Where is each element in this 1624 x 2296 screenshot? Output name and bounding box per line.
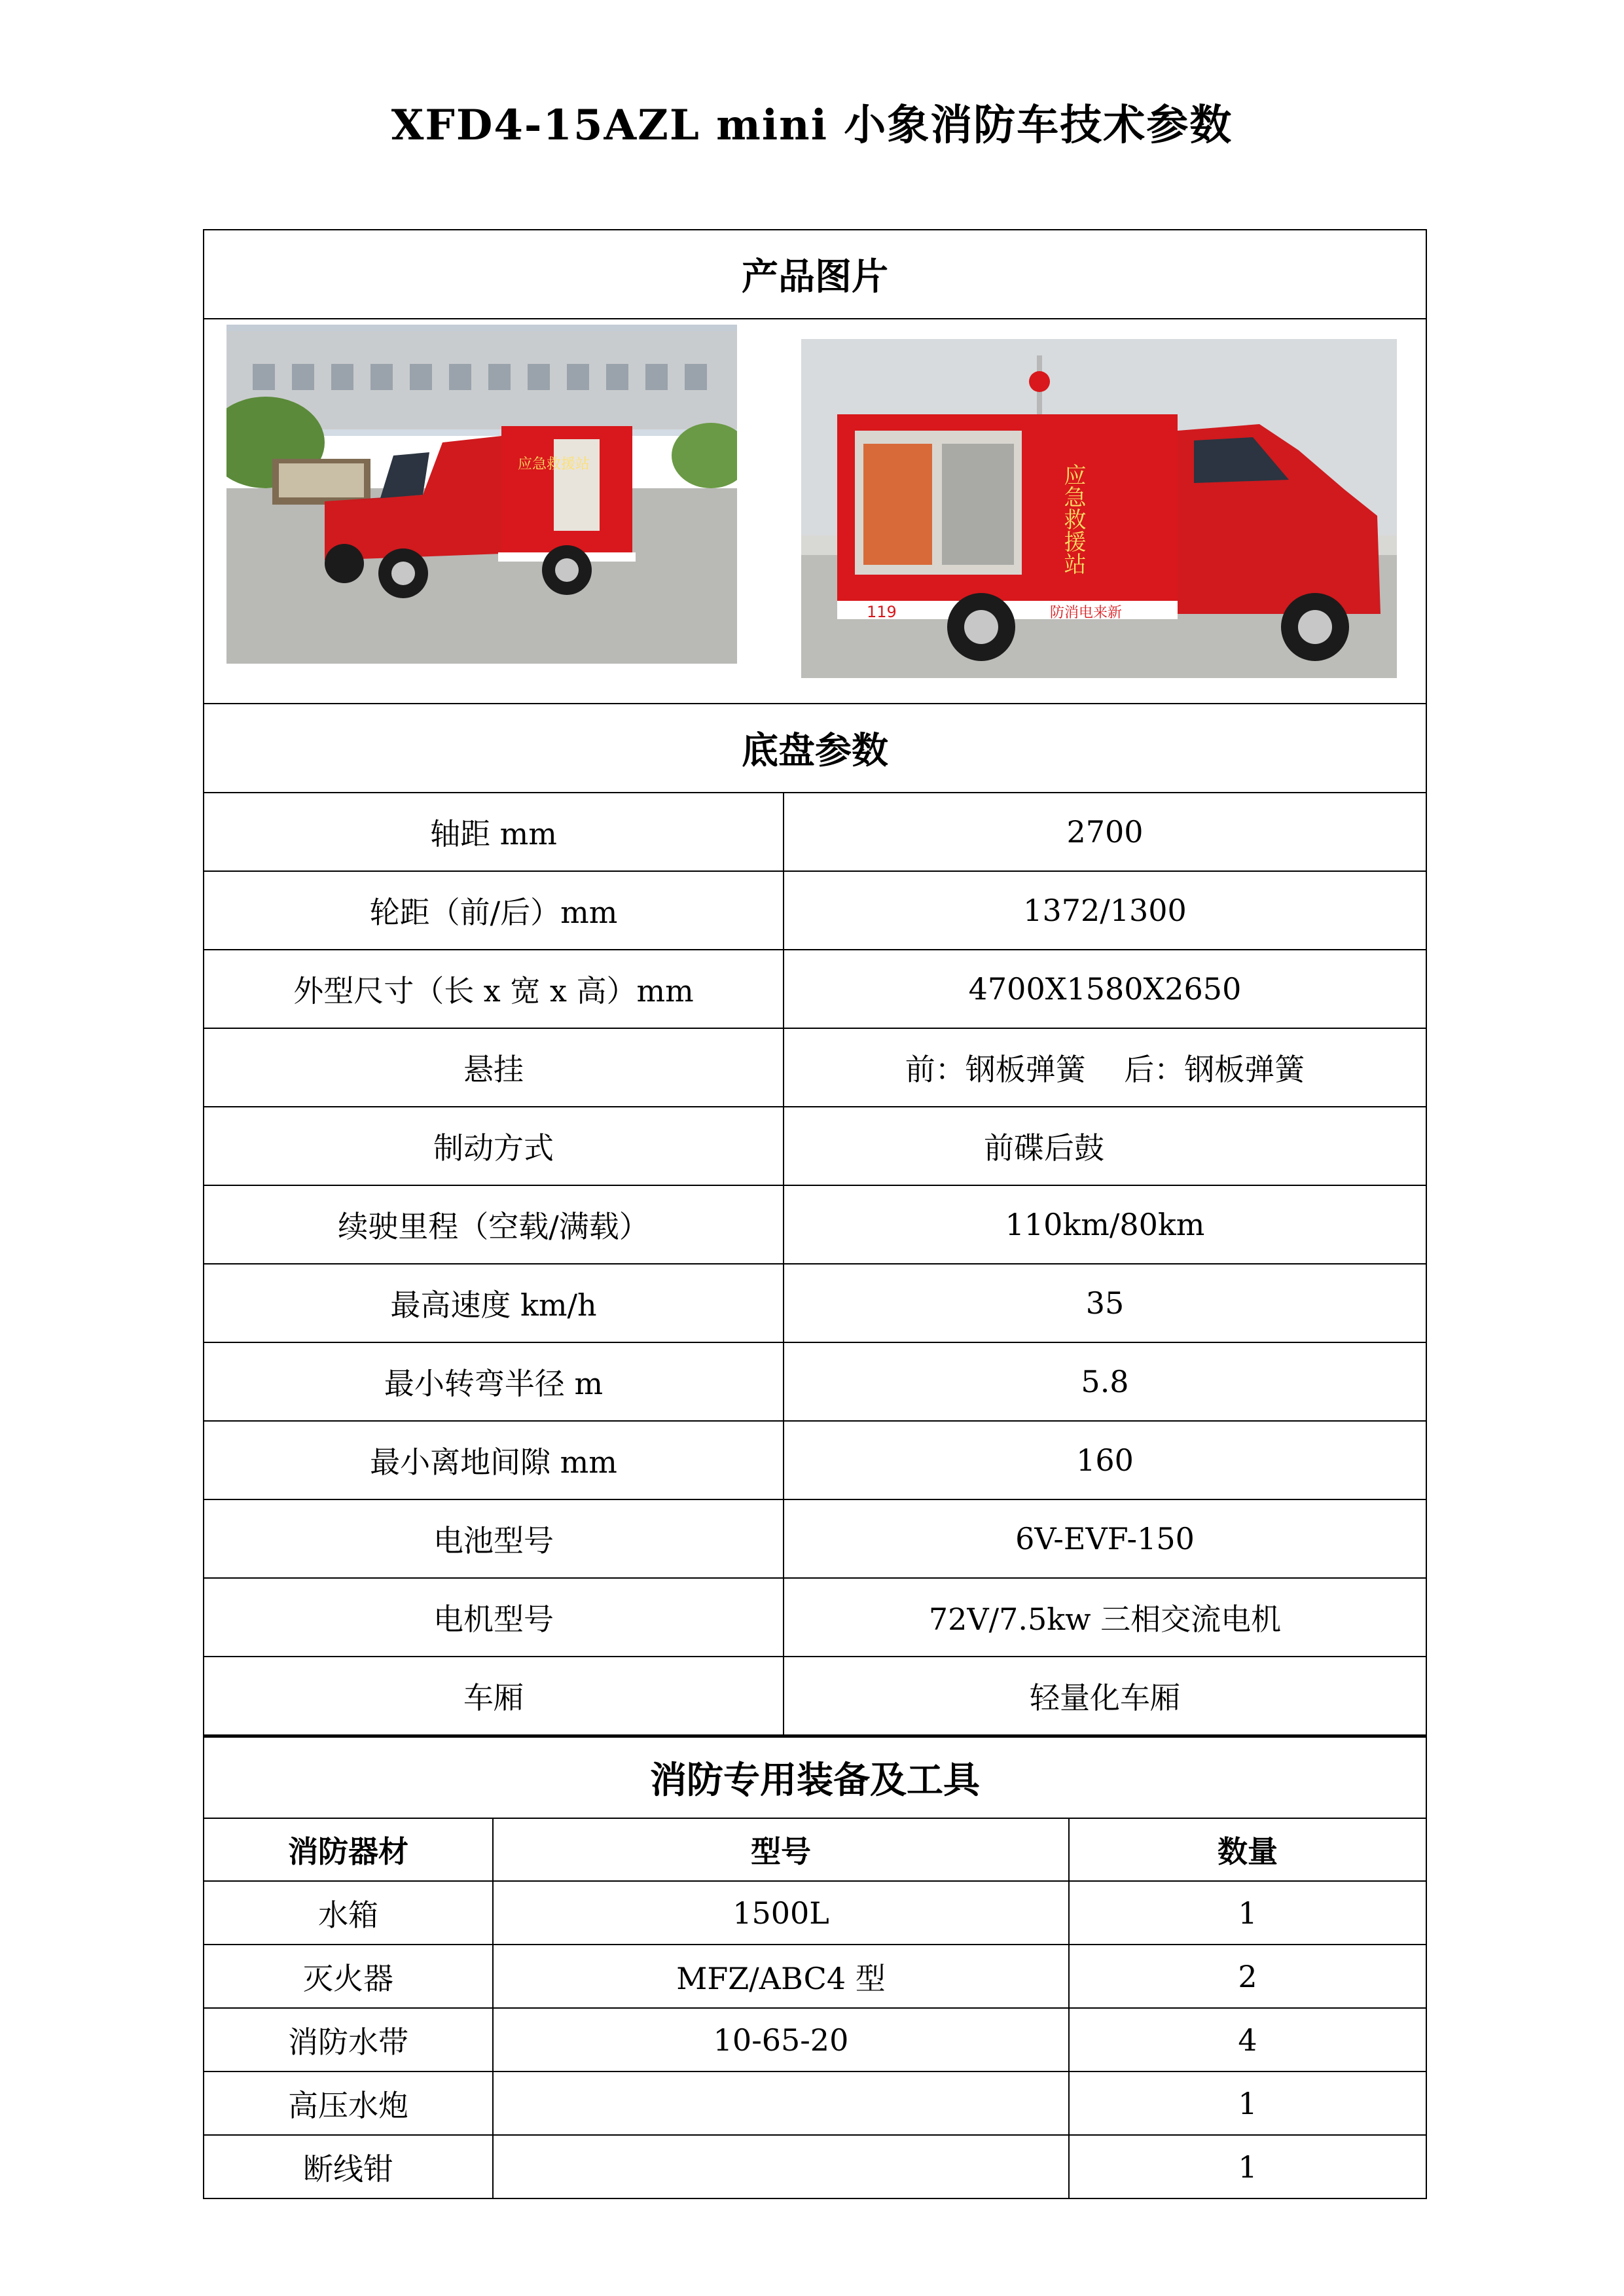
equipment-header: 型号	[493, 1818, 1069, 1881]
chassis-value: 轻量化车厢	[784, 1657, 1426, 1735]
chassis-row	[204, 1185, 1426, 1264]
chassis-label: 续驶里程（空载/满载）	[204, 1185, 784, 1264]
chassis-row	[204, 1107, 1426, 1185]
chassis-label: 轮距（前/后）mm	[204, 871, 784, 950]
chassis-row	[204, 950, 1426, 1028]
chassis-value: 前：钢板弹簧 后：钢板弹簧	[784, 1028, 1426, 1107]
equipment-table	[203, 1736, 1427, 2199]
equipment-header: 消防器材	[204, 1818, 493, 1881]
chassis-label: 最高速度 km/h	[204, 1264, 784, 1342]
equipment-row	[204, 2008, 1426, 2072]
chassis-value: 6V-EVF-150	[784, 1499, 1426, 1578]
chassis-row	[204, 1499, 1426, 1578]
chassis-value: 4700X1580X2650	[784, 950, 1426, 1028]
chassis-value: 35	[784, 1264, 1426, 1342]
equipment-model	[493, 2072, 1069, 2135]
chassis-row	[204, 1342, 1426, 1421]
equipment-item: 灭火器	[204, 1945, 493, 2008]
chassis-value: 2700	[784, 793, 1426, 871]
chassis-label: 外型尺寸（长 x 宽 x 高）mm	[204, 950, 784, 1028]
equipment-item: 断线钳	[204, 2135, 493, 2198]
chassis-label: 最小转弯半径 m	[204, 1342, 784, 1421]
equipment-model	[493, 2135, 1069, 2198]
section-chassis-title: 底盘参数	[204, 704, 1426, 793]
equipment-header: 数量	[1069, 1818, 1426, 1881]
section-equipment-title: 消防专用装备及工具	[204, 1737, 1426, 1819]
chassis-value: 1372/1300	[784, 871, 1426, 950]
chassis-row	[204, 793, 1426, 871]
spec-sheet	[203, 229, 1427, 2199]
chassis-row	[204, 1421, 1426, 1499]
equipment-qty: 1	[1069, 2072, 1426, 2135]
chassis-label: 最小离地间隙 mm	[204, 1421, 784, 1499]
equipment-qty: 1	[1069, 1881, 1426, 1945]
chassis-label: 悬挂	[204, 1028, 784, 1107]
equipment-row	[204, 2135, 1426, 2198]
svg-text:应急救援站: 应急救援站	[518, 456, 590, 473]
chassis-label: 制动方式	[204, 1107, 784, 1185]
chassis-label: 轴距 mm	[204, 793, 784, 871]
equipment-row	[204, 1945, 1426, 2008]
chassis-row	[204, 1657, 1426, 1735]
equipment-qty: 2	[1069, 1945, 1426, 2008]
equipment-model: MFZ/ABC4 型	[493, 1945, 1069, 2008]
equipment-item: 水箱	[204, 1881, 493, 1945]
product-photo-2	[801, 339, 1397, 678]
chassis-value: 160	[784, 1421, 1426, 1499]
document-title: XFD4-15AZL mini 小象消防车技术参数	[391, 101, 1233, 150]
chassis-label: 电池型号	[204, 1499, 784, 1578]
equipment-qty: 1	[1069, 2135, 1426, 2198]
chassis-label: 电机型号	[204, 1578, 784, 1657]
svg-text:防消电来新: 防消电来新	[1050, 605, 1123, 621]
product-photos	[204, 319, 1426, 704]
equipment-qty: 4	[1069, 2008, 1426, 2072]
equipment-row	[204, 2072, 1426, 2135]
product-photo-1	[226, 325, 737, 664]
chassis-label: 车厢	[204, 1657, 784, 1735]
chassis-value: 72V/7.5kw 三相交流电机	[784, 1578, 1426, 1657]
equipment-model: 1500L	[493, 1881, 1069, 1945]
chassis-row	[204, 1264, 1426, 1342]
section-photos-title: 产品图片	[204, 230, 1426, 319]
chassis-value: 5.8	[784, 1342, 1426, 1421]
svg-text:应急救援站: 应急救援站	[1060, 463, 1086, 575]
chassis-row	[204, 1028, 1426, 1107]
chassis-value: 110km/80km	[784, 1185, 1426, 1264]
chassis-row	[204, 1578, 1426, 1657]
spec-table-main	[203, 229, 1427, 1736]
chassis-value: 前碟后鼓	[784, 1107, 1426, 1185]
equipment-item: 消防水带	[204, 2008, 493, 2072]
equipment-header-row	[204, 1818, 1426, 1881]
equipment-row	[204, 1881, 1426, 1945]
equipment-item: 高压水炮	[204, 2072, 493, 2135]
equipment-model: 10-65-20	[493, 2008, 1069, 2072]
svg-text:119: 119	[867, 603, 897, 621]
chassis-row	[204, 871, 1426, 950]
